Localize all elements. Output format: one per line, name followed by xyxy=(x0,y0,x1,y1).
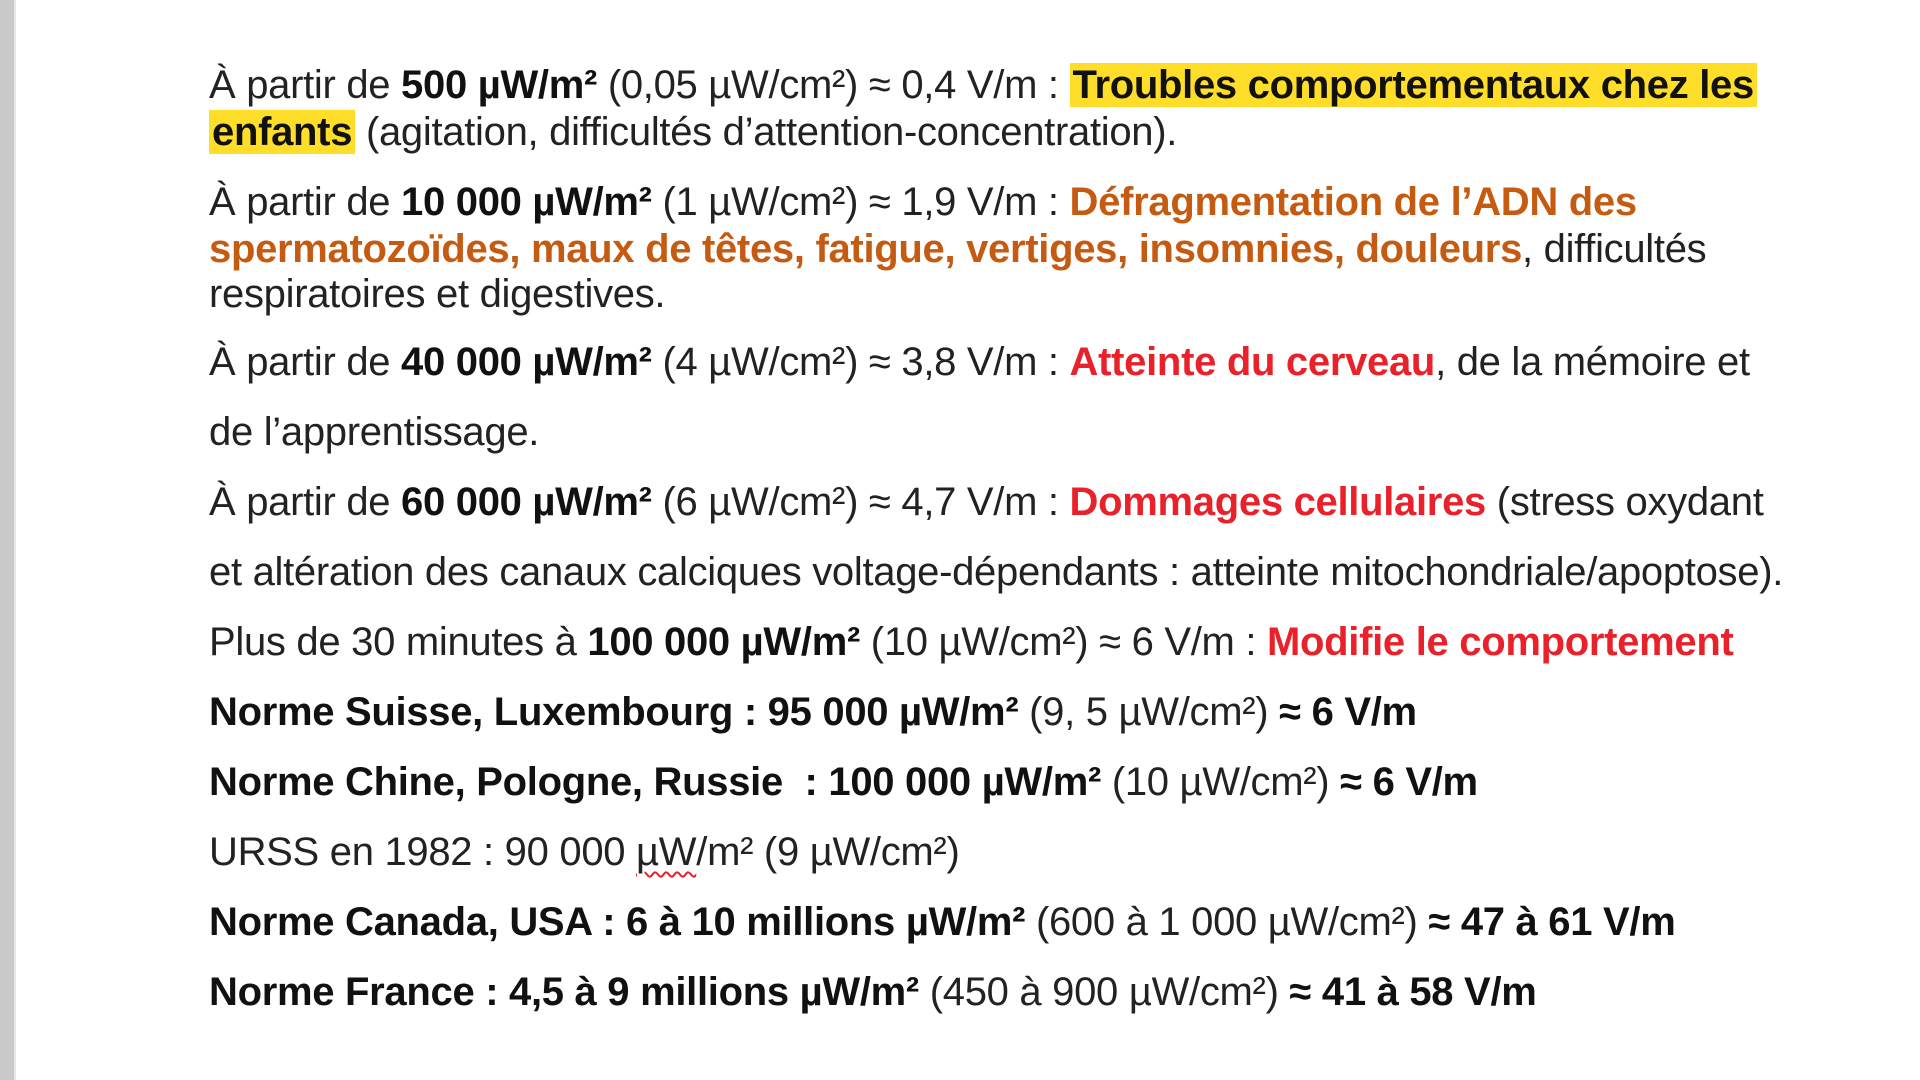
orange-effect: spermatozoïdes, maux de têtes, fatigue, vertiges, insomnies, douleurs xyxy=(209,227,1523,271)
text-run: et altération des canaux calciques voltage-dépendants : atteinte mitochondriale/apoptose). xyxy=(209,550,1784,594)
norm-label: Norme Chine, Pologne, Russie : 100 000 µW/m² xyxy=(209,760,1101,804)
density-value: 60 000 µW/m² xyxy=(401,480,652,524)
paragraph-500 xyxy=(209,62,1849,156)
paragraph-line xyxy=(209,957,1849,1027)
text-run: , de la mémoire et xyxy=(1435,340,1750,384)
paragraph-line xyxy=(209,677,1849,747)
paragraph-line xyxy=(209,179,1849,226)
text-run: (600 à 1 000 µW/cm²) xyxy=(1025,900,1429,944)
norm-france xyxy=(209,957,1849,1027)
norm-ussr xyxy=(209,817,1849,887)
text-run: (450 à 900 µW/cm²) xyxy=(918,970,1290,1014)
text-run: (stress oxydant xyxy=(1485,480,1764,524)
page-left-border-inner xyxy=(14,0,16,1080)
text-run: respiratoires et digestives. xyxy=(209,272,666,316)
norm-switzerland xyxy=(209,677,1849,747)
highlighted-effect: Troubles comportementaux chez les xyxy=(1070,63,1757,107)
density-value: 40 000 µW/m² xyxy=(401,340,652,384)
text-run: , difficultés xyxy=(1522,227,1707,271)
text-run: À partir de xyxy=(209,480,402,524)
highlighted-effect: enfants xyxy=(209,110,355,154)
norm-china xyxy=(209,747,1849,817)
paragraph-line xyxy=(209,537,1849,607)
text-run: /m² (9 µW/cm²) xyxy=(696,830,960,874)
paragraph-100000 xyxy=(209,607,1849,677)
text-run: (agitation, difficultés d’attention-concentration). xyxy=(355,110,1178,154)
field-value: ≈ 41 à 58 V/m xyxy=(1289,970,1537,1014)
text-run: (6 µW/cm²) ≈ 4,7 V/m : xyxy=(651,480,1070,524)
field-value: ≈ 6 V/m xyxy=(1340,760,1478,804)
text-run: de l’apprentissage. xyxy=(209,410,540,454)
norm-label: Norme Suisse, Luxembourg : 95 000 µW/m² xyxy=(209,690,1019,734)
paragraph-line xyxy=(209,607,1849,677)
paragraph-line xyxy=(209,109,1849,156)
text-run: À partir de xyxy=(209,63,402,107)
text-run: (10 µW/cm²) xyxy=(1101,760,1341,804)
text-run: À partir de xyxy=(209,180,402,224)
paragraph-line xyxy=(209,273,1849,315)
document-body xyxy=(209,62,1849,1027)
field-value: ≈ 47 à 61 V/m xyxy=(1428,900,1676,944)
spellcheck-underlined-word: µW xyxy=(636,830,697,874)
norm-label: Norme France : 4,5 à 9 millions µW/m² xyxy=(209,970,919,1014)
orange-effect: Défragmentation de l’ADN des xyxy=(1069,180,1637,224)
density-value: 100 000 µW/m² xyxy=(587,620,860,664)
paragraph-line xyxy=(209,887,1849,957)
text-run: (9, 5 µW/cm²) xyxy=(1018,690,1280,734)
red-effect: Dommages cellulaires xyxy=(1069,480,1486,524)
text-run: Plus de 30 minutes à xyxy=(209,620,588,664)
paragraph-line xyxy=(209,62,1849,109)
page-left-border xyxy=(0,0,14,1080)
text-run: (4 µW/cm²) ≈ 3,8 V/m : xyxy=(651,340,1070,384)
paragraph-line xyxy=(209,467,1849,537)
red-effect: Atteinte du cerveau xyxy=(1069,340,1436,384)
paragraph-10000 xyxy=(209,179,1849,315)
paragraph-line xyxy=(209,747,1849,817)
density-value: 10 000 µW/m² xyxy=(401,180,652,224)
text-run: (10 µW/cm²) ≈ 6 V/m : xyxy=(859,620,1267,664)
text-run: (1 µW/cm²) ≈ 1,9 V/m : xyxy=(651,180,1070,224)
paragraph-40000 xyxy=(209,327,1849,467)
norm-label: Norme Canada, USA : 6 à 10 millions µW/m² xyxy=(209,900,1026,944)
text-run: URSS en 1982 : 90 000 xyxy=(209,830,637,874)
field-value: ≈ 6 V/m xyxy=(1279,690,1417,734)
red-effect: Modifie le comportement xyxy=(1267,620,1734,664)
text-run: (0,05 µW/cm²) ≈ 0,4 V/m : xyxy=(597,63,1070,107)
paragraph-line xyxy=(209,817,1849,887)
paragraph-line xyxy=(209,397,1849,467)
norm-canada xyxy=(209,887,1849,957)
paragraph-60000 xyxy=(209,467,1849,607)
density-value: 500 µW/m² xyxy=(401,63,597,107)
paragraph-line xyxy=(209,327,1849,397)
text-run: À partir de xyxy=(209,340,402,384)
paragraph-line xyxy=(209,226,1849,273)
